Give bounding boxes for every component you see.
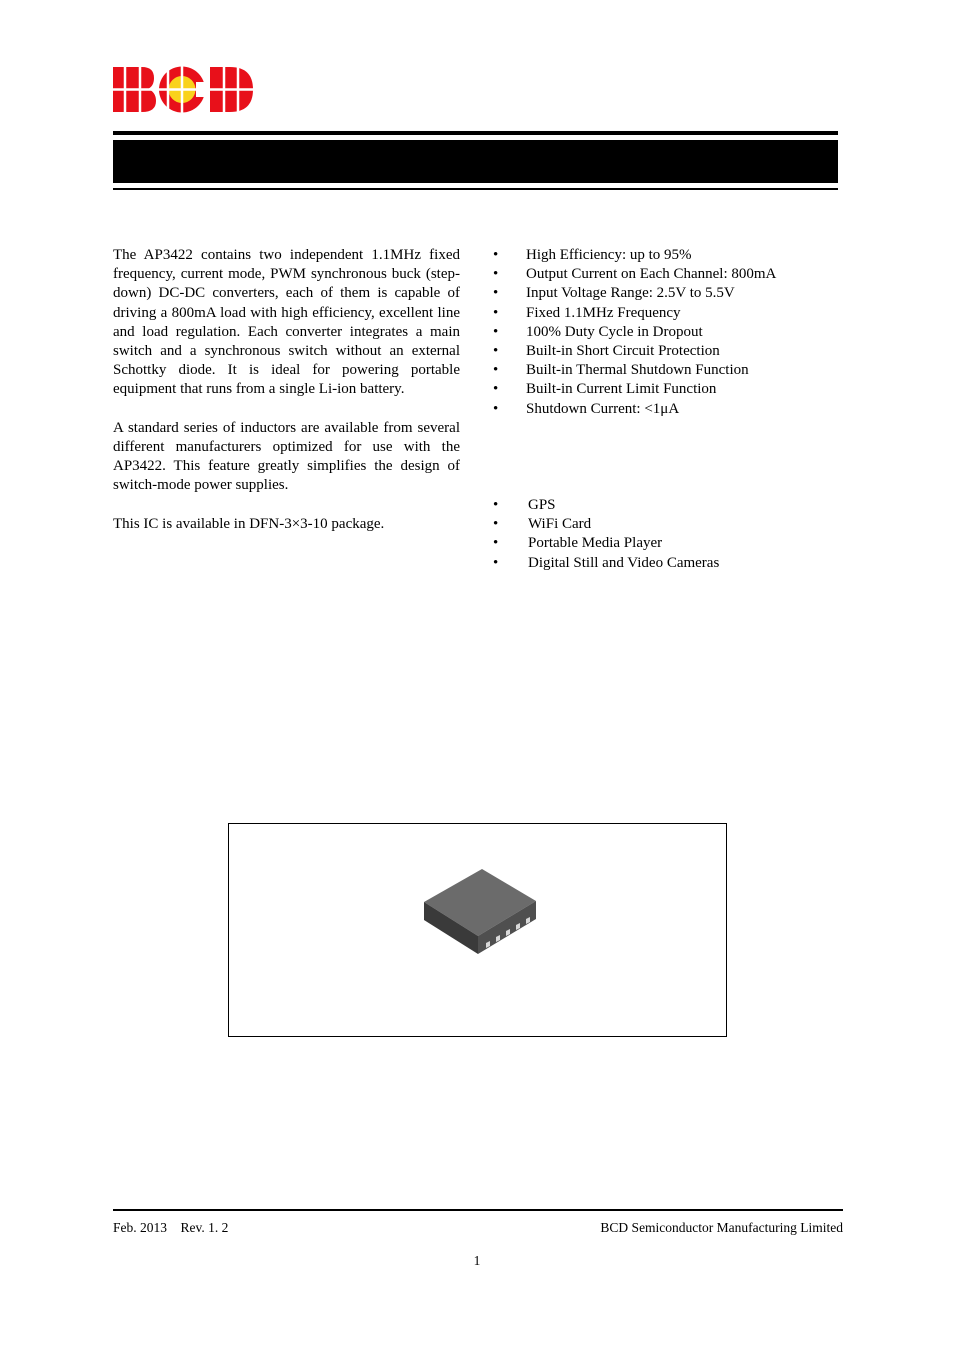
bullet-icon: • — [493, 535, 499, 552]
list-item: • 100% Duty Cycle in Dropout — [493, 323, 776, 342]
bullet-icon: • — [493, 323, 499, 340]
bullet-icon: • — [493, 497, 499, 513]
header-rule-bottom — [113, 188, 838, 190]
bullet-icon: • — [493, 362, 499, 379]
bullet-icon: • — [493, 381, 499, 398]
list-item: • High Efficiency: up to 95% — [493, 246, 776, 265]
title-bar — [113, 140, 838, 183]
footer-date-revision: Feb. 2013 Rev. 1. 2 — [113, 1220, 229, 1235]
list-item: • Fixed 1.1MHz Frequency — [493, 304, 776, 323]
bullet-icon: • — [493, 516, 499, 533]
bullet-icon: • — [493, 285, 499, 302]
list-item: • Built-in Short Circuit Protection — [493, 342, 776, 361]
bullet-icon: • — [493, 247, 499, 263]
list-item: • WiFi Card — [493, 515, 719, 534]
bcd-logo — [112, 66, 254, 113]
bullet-icon: • — [493, 554, 499, 571]
list-item: • Output Current on Each Channel: 800mA — [493, 265, 776, 284]
dfn-chip-icon — [420, 866, 540, 958]
bullet-icon: • — [493, 343, 499, 360]
footer-company: BCD Semiconductor Manufacturing Limited — [600, 1220, 843, 1235]
header-rule-top — [113, 131, 838, 135]
bullet-icon: • — [493, 266, 499, 283]
list-item: • Portable Media Player — [493, 534, 719, 553]
list-item: • Digital Still and Video Cameras — [493, 554, 719, 573]
description-paragraph: This IC is available in DFN-3×3-10 package. — [113, 515, 385, 532]
bullet-icon: • — [493, 400, 499, 417]
list-item: • Shutdown Current: <1μA — [493, 400, 776, 419]
list-item: • Input Voltage Range: 2.5V to 5.5V — [493, 284, 776, 303]
description-paragraph: The AP3422 contains two independent 1.1MHz fixed frequency, current mode, PWM synchronous buck (step-down) DC-DC converters, each of them is capable of driving a 800mA load with high efficiency, excellent line and load regulation. Each converter integrates a main switch and a synchronous switch without an external Schottky diode. It is ideal for powering portable equipment that runs from a single Li-ion battery. — [113, 247, 460, 398]
bullet-icon: • — [493, 304, 499, 321]
page-number: 1 — [473, 1253, 481, 1268]
description-paragraph: A standard series of inductors are available from several different manufacturers optimized for use with the AP3422. This feature greatly simplifies the design of switch-mode power supplies. — [113, 419, 460, 494]
features-list — [493, 246, 776, 419]
list-item: • Built-in Thermal Shutdown Function — [493, 361, 776, 380]
list-item: • Built-in Current Limit Function — [493, 380, 776, 399]
general-description — [113, 246, 460, 553]
footer-rule — [113, 1209, 843, 1211]
list-item: • GPS — [493, 496, 719, 515]
applications-list — [493, 496, 719, 573]
